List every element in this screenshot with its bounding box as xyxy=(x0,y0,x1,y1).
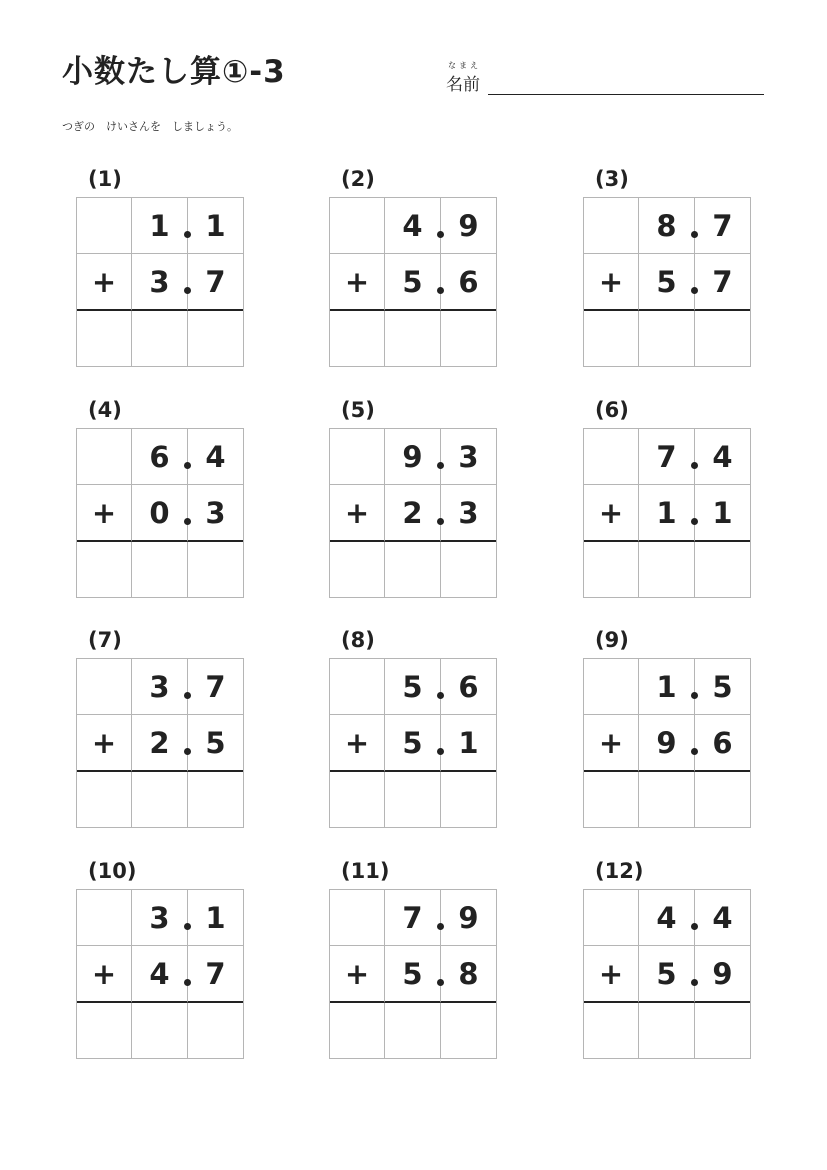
answer-cell[interactable] xyxy=(330,311,385,366)
answer-cell[interactable] xyxy=(132,311,188,366)
integer-digit xyxy=(385,485,441,542)
decimal-digit xyxy=(188,198,243,254)
empty-cell xyxy=(77,890,132,946)
name-ruby: なまえ xyxy=(448,61,481,70)
integer-digit xyxy=(385,198,441,254)
digit: 8 xyxy=(458,956,479,991)
decimal-digit xyxy=(441,485,496,542)
problem-number: (9) xyxy=(595,628,629,652)
problem-number: (6) xyxy=(595,398,629,422)
plus-sign: + xyxy=(584,254,639,311)
empty-cell xyxy=(584,198,639,254)
digit: 7 xyxy=(402,900,423,935)
integer-digit xyxy=(132,946,188,1003)
digit: 3 xyxy=(205,495,226,530)
empty-cell xyxy=(330,429,385,485)
decimal-point xyxy=(437,462,444,469)
digit: 7 xyxy=(205,264,226,299)
problem-7 xyxy=(76,628,246,828)
answer-cell[interactable] xyxy=(330,542,385,597)
decimal-point xyxy=(437,231,444,238)
digit: 0 xyxy=(149,495,170,530)
integer-digit xyxy=(639,198,695,254)
digit: 6 xyxy=(712,725,733,760)
problem-5 xyxy=(329,398,499,598)
answer-cell[interactable] xyxy=(695,772,750,827)
integer-digit xyxy=(385,429,441,485)
decimal-point xyxy=(691,231,698,238)
empty-cell xyxy=(77,659,132,715)
answer-cell[interactable] xyxy=(132,772,188,827)
plus-sign: + xyxy=(330,946,385,1003)
problem-8 xyxy=(329,628,499,828)
answer-cell[interactable] xyxy=(77,772,132,827)
integer-digit xyxy=(132,659,188,715)
plus-sign: + xyxy=(584,715,639,772)
decimal-point xyxy=(437,748,444,755)
problem-number: (4) xyxy=(88,398,122,422)
digit: 1 xyxy=(205,900,226,935)
decimal-point xyxy=(184,287,191,294)
problem-grid xyxy=(76,889,244,1059)
digit: 7 xyxy=(656,439,677,474)
decimal-digit xyxy=(188,715,243,772)
plus-sign: + xyxy=(77,254,132,311)
problem-number: (7) xyxy=(88,628,122,652)
decimal-point xyxy=(184,923,191,930)
problem-grid xyxy=(583,658,751,828)
digit: 4 xyxy=(205,439,226,474)
decimal-point xyxy=(437,518,444,525)
digit: 1 xyxy=(656,669,677,704)
answer-cell[interactable] xyxy=(188,772,243,827)
digit: 3 xyxy=(458,495,479,530)
decimal-digit xyxy=(695,198,750,254)
answer-cell[interactable] xyxy=(77,311,132,366)
integer-digit xyxy=(132,485,188,542)
plus-sign: + xyxy=(77,946,132,1003)
digit: 5 xyxy=(402,725,423,760)
decimal-digit xyxy=(695,946,750,1003)
decimal-digit xyxy=(695,485,750,542)
answer-cell[interactable] xyxy=(695,542,750,597)
problem-9 xyxy=(583,628,753,828)
answer-cell[interactable] xyxy=(441,1003,496,1058)
plus-sign: + xyxy=(330,254,385,311)
decimal-point xyxy=(184,462,191,469)
answer-cell[interactable] xyxy=(441,311,496,366)
integer-digit xyxy=(639,429,695,485)
digit: 6 xyxy=(458,669,479,704)
problem-grid xyxy=(583,889,751,1059)
empty-cell xyxy=(77,429,132,485)
decimal-point xyxy=(437,692,444,699)
answer-cell[interactable] xyxy=(188,1003,243,1058)
problem-grid xyxy=(329,197,497,367)
digit: 1 xyxy=(205,208,226,243)
decimal-digit xyxy=(441,715,496,772)
problem-1 xyxy=(76,167,246,367)
problem-number: (10) xyxy=(88,859,137,883)
name-field xyxy=(446,60,766,100)
digit: 3 xyxy=(149,264,170,299)
problem-grid xyxy=(76,658,244,828)
integer-digit xyxy=(385,890,441,946)
digit: 1 xyxy=(149,208,170,243)
digit: 9 xyxy=(712,956,733,991)
decimal-digit xyxy=(441,946,496,1003)
integer-digit xyxy=(639,659,695,715)
answer-cell[interactable] xyxy=(385,772,441,827)
digit: 9 xyxy=(656,725,677,760)
decimal-point xyxy=(691,287,698,294)
integer-digit xyxy=(132,429,188,485)
problem-grid xyxy=(583,428,751,598)
problem-2 xyxy=(329,167,499,367)
decimal-point xyxy=(437,287,444,294)
decimal-digit xyxy=(695,715,750,772)
answer-cell[interactable] xyxy=(584,1003,639,1058)
decimal-digit xyxy=(441,659,496,715)
problem-number: (12) xyxy=(595,859,644,883)
integer-digit xyxy=(639,254,695,311)
decimal-point xyxy=(437,923,444,930)
empty-cell xyxy=(330,659,385,715)
digit: 9 xyxy=(458,208,479,243)
digit: 5 xyxy=(402,956,423,991)
digit: 4 xyxy=(149,956,170,991)
digit: 5 xyxy=(205,725,226,760)
digit: 2 xyxy=(402,495,423,530)
decimal-digit xyxy=(188,890,243,946)
decimal-digit xyxy=(441,254,496,311)
answer-cell[interactable] xyxy=(385,311,441,366)
answer-cell[interactable] xyxy=(695,311,750,366)
problem-3 xyxy=(583,167,753,367)
answer-cell[interactable] xyxy=(330,772,385,827)
decimal-point xyxy=(691,748,698,755)
answer-cell[interactable] xyxy=(188,311,243,366)
digit: 1 xyxy=(712,495,733,530)
answer-cell[interactable] xyxy=(441,772,496,827)
answer-cell[interactable] xyxy=(132,1003,188,1058)
decimal-point xyxy=(691,518,698,525)
decimal-point xyxy=(184,979,191,986)
digit: 7 xyxy=(712,208,733,243)
digit: 9 xyxy=(458,900,479,935)
digit: 4 xyxy=(712,439,733,474)
empty-cell xyxy=(584,890,639,946)
problem-number: (11) xyxy=(341,859,390,883)
answer-cell[interactable] xyxy=(132,542,188,597)
empty-cell xyxy=(584,659,639,715)
decimal-digit xyxy=(441,198,496,254)
integer-digit xyxy=(132,254,188,311)
problem-number: (5) xyxy=(341,398,375,422)
answer-cell[interactable] xyxy=(441,542,496,597)
problem-number: (1) xyxy=(88,167,122,191)
integer-digit xyxy=(132,715,188,772)
decimal-digit xyxy=(695,659,750,715)
answer-cell[interactable] xyxy=(639,1003,695,1058)
name-label: 名前 xyxy=(446,75,480,95)
decimal-point xyxy=(691,692,698,699)
problem-12 xyxy=(583,859,753,1059)
digit: 5 xyxy=(402,669,423,704)
decimal-digit xyxy=(188,485,243,542)
problem-11 xyxy=(329,859,499,1059)
decimal-digit xyxy=(188,429,243,485)
digit: 6 xyxy=(149,439,170,474)
decimal-digit xyxy=(695,890,750,946)
empty-cell xyxy=(330,890,385,946)
decimal-digit xyxy=(441,890,496,946)
decimal-point xyxy=(691,462,698,469)
answer-cell[interactable] xyxy=(77,1003,132,1058)
digit: 1 xyxy=(458,725,479,760)
integer-digit xyxy=(385,715,441,772)
decimal-point xyxy=(691,923,698,930)
answer-cell[interactable] xyxy=(330,1003,385,1058)
problem-number: (3) xyxy=(595,167,629,191)
answer-cell[interactable] xyxy=(385,1003,441,1058)
digit: 3 xyxy=(458,439,479,474)
instruction-text: つぎの けいさんを しましょう。 xyxy=(62,120,238,133)
problem-grid xyxy=(76,197,244,367)
answer-cell[interactable] xyxy=(385,542,441,597)
worksheet-title: 小数たし算①-3 xyxy=(62,54,286,90)
decimal-digit xyxy=(441,429,496,485)
decimal-digit xyxy=(695,254,750,311)
problem-number: (8) xyxy=(341,628,375,652)
integer-digit xyxy=(132,198,188,254)
digit: 7 xyxy=(205,956,226,991)
answer-cell[interactable] xyxy=(695,1003,750,1058)
decimal-digit xyxy=(188,659,243,715)
plus-sign: + xyxy=(330,715,385,772)
decimal-point xyxy=(437,979,444,986)
digit: 2 xyxy=(149,725,170,760)
decimal-digit xyxy=(188,254,243,311)
digit: 7 xyxy=(712,264,733,299)
digit: 5 xyxy=(656,264,677,299)
plus-sign: + xyxy=(584,946,639,1003)
problem-grid xyxy=(583,197,751,367)
problem-number: (2) xyxy=(341,167,375,191)
plus-sign: + xyxy=(584,485,639,542)
plus-sign: + xyxy=(330,485,385,542)
integer-digit xyxy=(639,890,695,946)
digit: 6 xyxy=(458,264,479,299)
integer-digit xyxy=(132,890,188,946)
digit: 5 xyxy=(712,669,733,704)
problem-grid xyxy=(76,428,244,598)
empty-cell xyxy=(584,429,639,485)
decimal-point xyxy=(184,518,191,525)
problem-6 xyxy=(583,398,753,598)
digit: 7 xyxy=(205,669,226,704)
answer-cell[interactable] xyxy=(639,311,695,366)
integer-digit xyxy=(639,715,695,772)
problem-grid xyxy=(329,428,497,598)
digit: 5 xyxy=(656,956,677,991)
integer-digit xyxy=(385,946,441,1003)
answer-cell[interactable] xyxy=(639,772,695,827)
integer-digit xyxy=(385,659,441,715)
answer-cell[interactable] xyxy=(188,542,243,597)
digit: 5 xyxy=(402,264,423,299)
decimal-point xyxy=(184,692,191,699)
digit: 4 xyxy=(402,208,423,243)
decimal-point xyxy=(184,748,191,755)
plus-sign: + xyxy=(77,715,132,772)
answer-cell[interactable] xyxy=(584,772,639,827)
digit: 4 xyxy=(656,900,677,935)
decimal-point xyxy=(184,231,191,238)
problem-grid xyxy=(329,889,497,1059)
digit: 4 xyxy=(712,900,733,935)
name-write-line[interactable] xyxy=(488,94,764,95)
decimal-point xyxy=(691,979,698,986)
digit: 3 xyxy=(149,900,170,935)
decimal-digit xyxy=(188,946,243,1003)
digit: 9 xyxy=(402,439,423,474)
empty-cell xyxy=(77,198,132,254)
integer-digit xyxy=(639,485,695,542)
problem-grid xyxy=(329,658,497,828)
problem-10 xyxy=(76,859,246,1059)
answer-cell[interactable] xyxy=(639,542,695,597)
answer-cell[interactable] xyxy=(584,311,639,366)
digit: 3 xyxy=(149,669,170,704)
problem-4 xyxy=(76,398,246,598)
digit: 1 xyxy=(656,495,677,530)
integer-digit xyxy=(385,254,441,311)
answer-cell[interactable] xyxy=(77,542,132,597)
answer-cell[interactable] xyxy=(584,542,639,597)
decimal-digit xyxy=(695,429,750,485)
integer-digit xyxy=(639,946,695,1003)
empty-cell xyxy=(330,198,385,254)
digit: 8 xyxy=(656,208,677,243)
plus-sign: + xyxy=(77,485,132,542)
